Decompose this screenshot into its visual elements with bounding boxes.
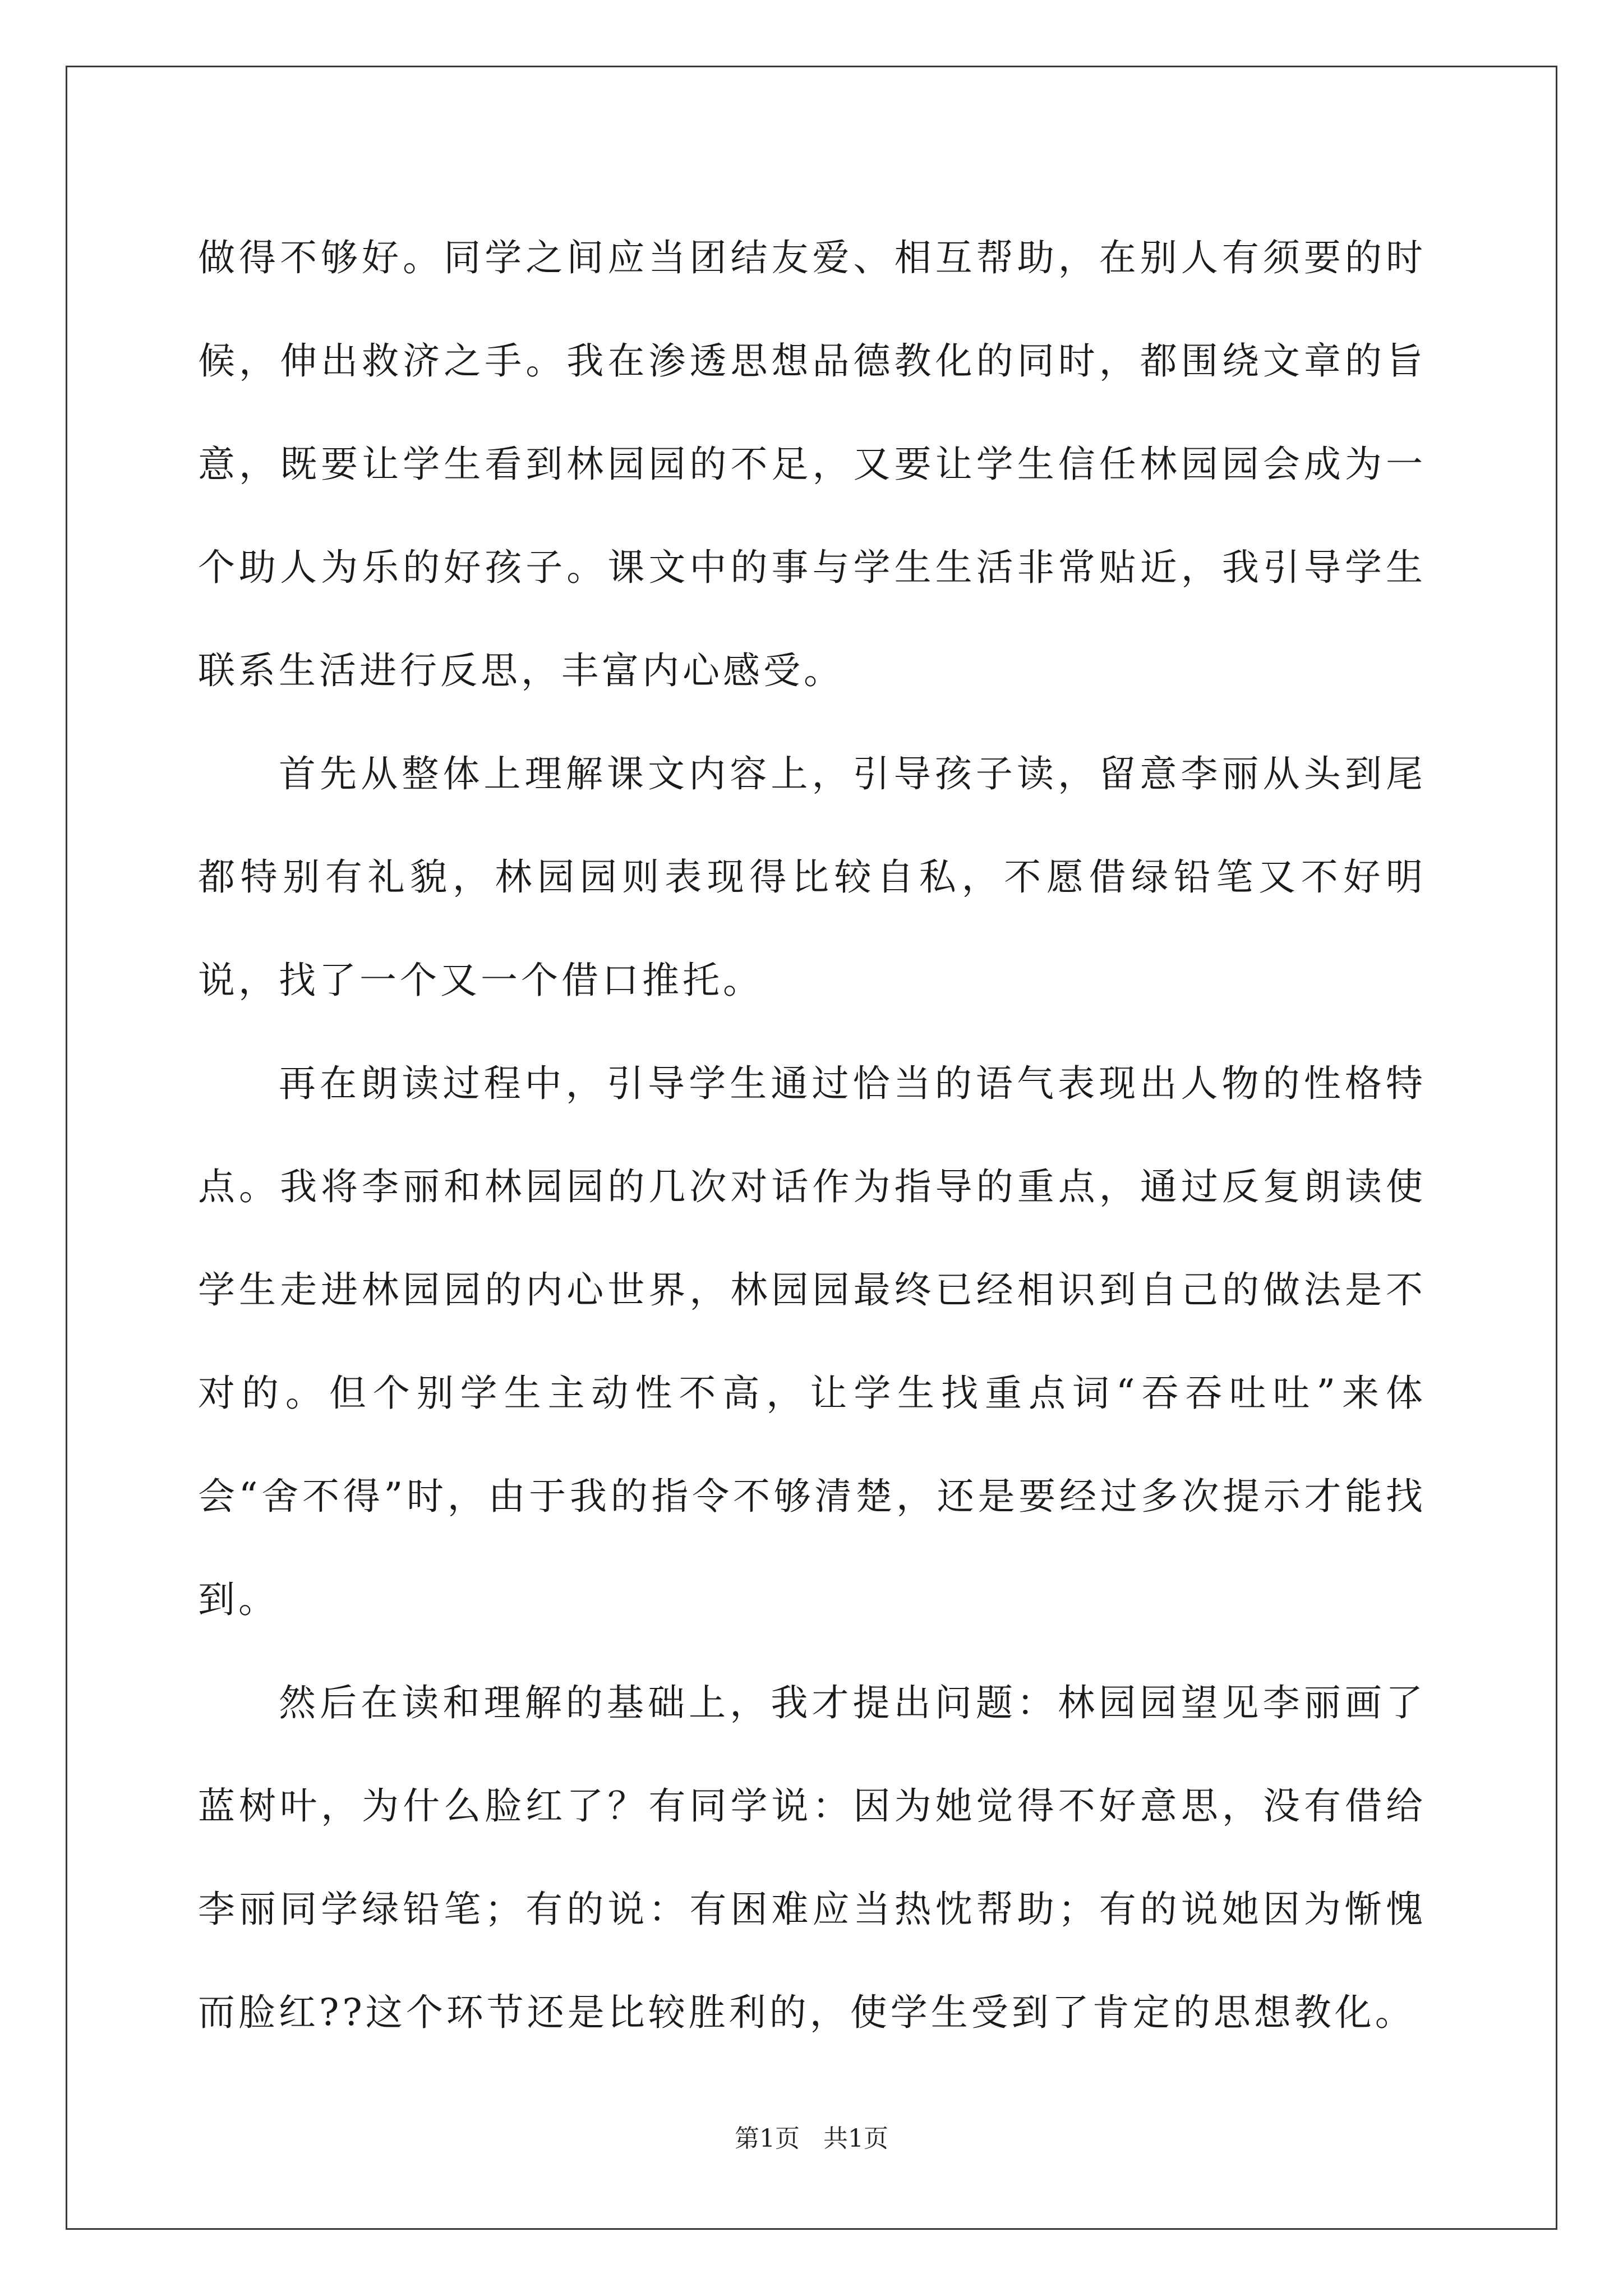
page-number: 第1页 <box>735 2124 800 2153</box>
page-total: 共1页 <box>823 2124 888 2153</box>
paragraph-4: 然后在读和理解的基础上，我才提出问题：林园园望见李丽画了蓝树叶，为什么脸红了？有同学说：因为她觉得不好意思，没有借给李丽同学绿铅笔；有的说：有困难应当热忱帮助；有的说她因为惭愧而脸红??这个环节还是比较胜利的，使学生受到了肯定的思想教化。 <box>198 1681 1426 2034</box>
paragraph-1: 做得不够好。同学之间应当团结友爱、相互帮助，在别人有须要的时候，伸出救济之手。我在渗透思想品德教化的同时，都围绕文章的旨意，既要让学生看到林园园的不足，又要让学生信任林园园会成为一个助人为乐的好孩子。课文中的事与学生生活非常贴近，我引导学生联系生活进行反思，丰富内心感受。 <box>198 236 1426 692</box>
paragraph-3: 再在朗读过程中，引导学生通过恰当的语气表现出人物的性格特点。我将李丽和林园园的几次对话作为指导的重点，通过反复朗读使学生走进林园园的内心世界，林园园最终已经相识到自己的做法是不对的。但个别学生主动性不高，让学生找重点词“吞吞吐吐”来体会“舍不得”时，由于我的指令不够清楚，还是要经过多次提示才能找到。 <box>198 1062 1426 1621</box>
paragraph-2: 首先从整体上理解课文内容上，引导孩子读，留意李丽从头到尾都特别有礼貌，林园园则表现得比较自私，不愿借绿铅笔又不好明说，找了一个又一个借口推托。 <box>198 752 1426 1002</box>
document-body <box>198 206 1426 2064</box>
page-footer <box>0 2122 1623 2156</box>
